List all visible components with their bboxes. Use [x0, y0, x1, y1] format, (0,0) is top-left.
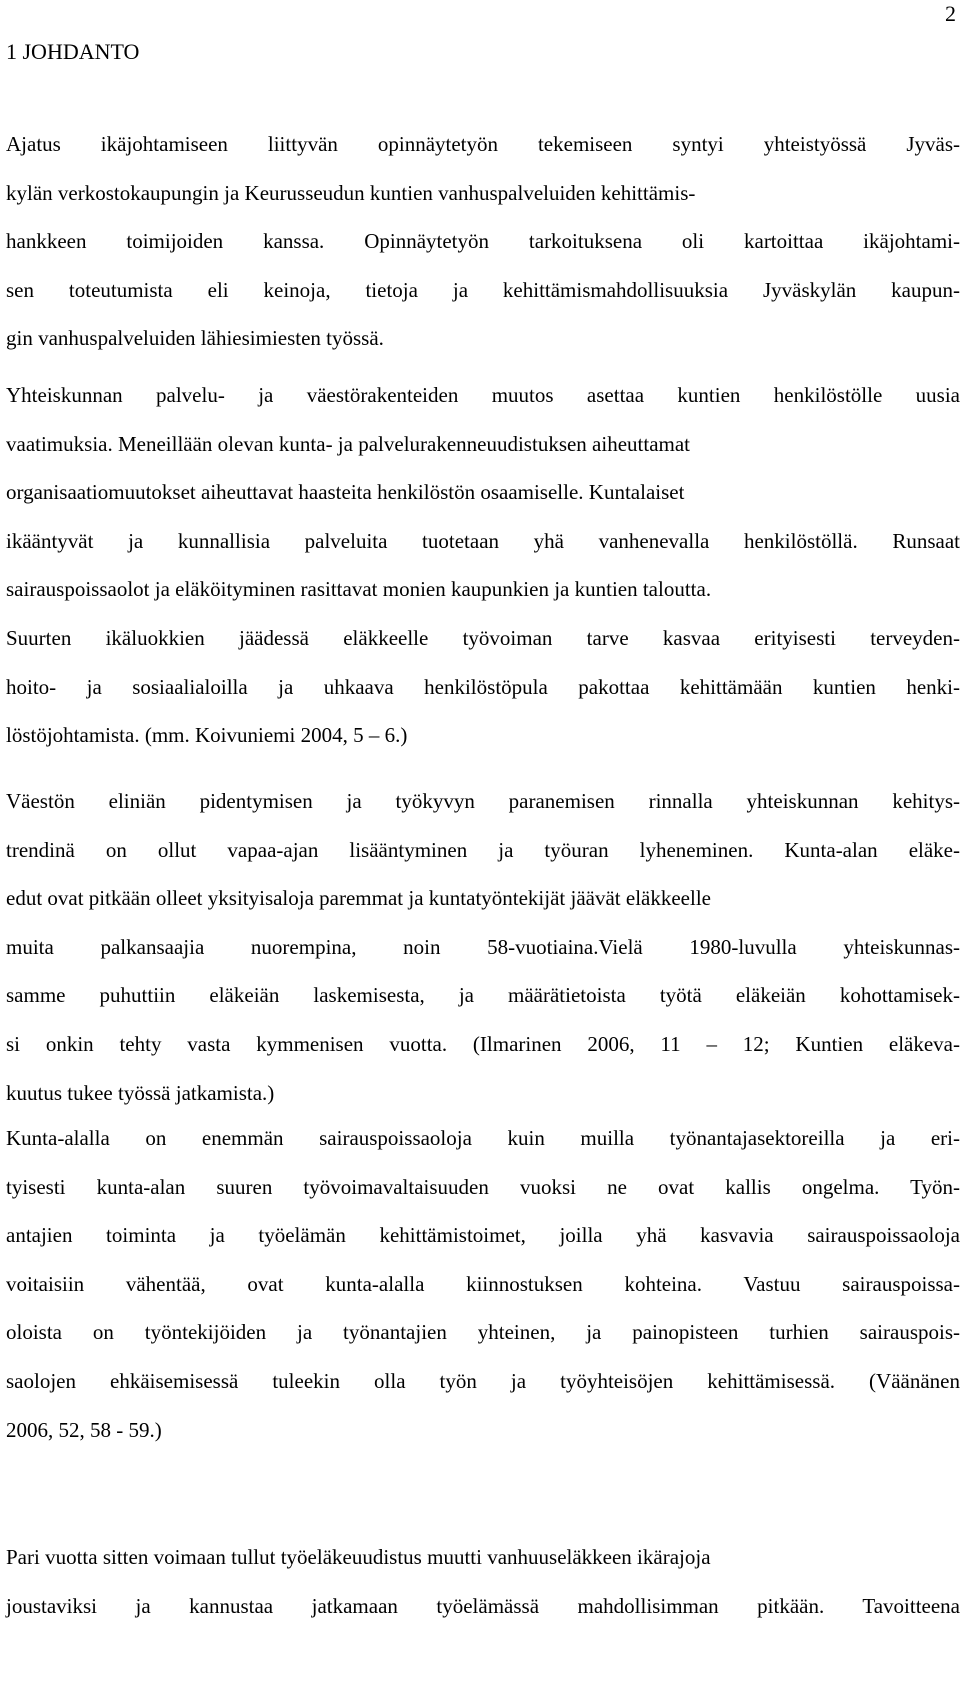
- text-line: saolojen ehkäisemisessä tuleekin olla työn ja työyhteisöjen kehittämisessä. (Väänänen: [6, 1369, 960, 1393]
- text-line: vaatimuksia. Meneillään olevan kunta- ja palvelurakenneuudistuksen aiheuttamat: [6, 432, 691, 456]
- text-line: Ajatus ikäjohtamiseen liittyvän opinnäytetyön tekemiseen syntyi yhteistyössä Jyväs-: [6, 132, 960, 156]
- text-line: Yhteiskunnan palvelu- ja väestörakenteiden muutos asettaa kuntien henkilöstölle uusia: [6, 383, 960, 407]
- text-line: si onkin tehty vasta kymmenisen vuotta. (Ilmarinen 2006, 11 – 12; Kuntien eläkeva-: [6, 1032, 960, 1056]
- text-line: organisaatiomuutokset aiheuttavat haasteita henkilöstön osaamiselle. Kuntalaiset: [6, 480, 685, 504]
- text-line: Kunta-alalla on enemmän sairauspoissaoloja kuin muilla työnantajasektoreilla ja eri-: [6, 1126, 960, 1150]
- text-line: tyisesti kunta-alan suuren työvoimavaltaisuuden vuoksi ne ovat kallis ongelma. Työn-: [6, 1175, 960, 1199]
- text-line: trendinä on ollut vapaa-ajan lisääntyminen ja työuran lyheneminen. Kunta-alan eläke-: [6, 838, 960, 862]
- text-line: voitaisiin vähentää, ovat kunta-alalla kiinnostuksen kohteina. Vastuu sairauspoissa-: [6, 1272, 960, 1296]
- text-line: joustaviksi ja kannustaa jatkamaan työelämässä mahdollisimman pitkään. Tavoitteena: [6, 1594, 960, 1618]
- text-line: Pari vuotta sitten voimaan tullut työeläkeuudistus muutti vanhuuseläkkeen ikärajoja: [6, 1545, 711, 1569]
- page-number: 2: [945, 1, 956, 26]
- text-line: hoito- ja sosiaalialoilla ja uhkaava henkilöstöpula pakottaa kehittämään kuntien henki-: [6, 675, 960, 699]
- text-line: 2006, 52, 58 - 59.): [6, 1418, 162, 1442]
- text-line: sen toteutumista eli keinoja, tietoja ja kehittämismahdollisuuksia Jyväskylän kaupun-: [6, 278, 960, 302]
- text-line: antajien toiminta ja työelämän kehittämistoimet, joilla yhä kasvavia sairauspoissaoloja: [6, 1223, 960, 1247]
- text-line: ikääntyvät ja kunnallisia palveluita tuotetaan yhä vanhenevalla henkilöstöllä. Runsaat: [6, 529, 960, 553]
- text-line: Väestön eliniän pidentymisen ja työkyvyn paranemisen rinnalla yhteiskunnan kehitys-: [6, 789, 960, 813]
- section-heading: 1 JOHDANTO: [6, 39, 140, 64]
- text-line: muita palkansaajia nuorempina, noin 58-vuotiaina.Vielä 1980-luvulla yhteiskunnas-: [6, 935, 960, 959]
- text-line: oloista on työntekijöiden ja työnantajien yhteinen, ja painopisteen turhien sairauspois-: [6, 1320, 960, 1344]
- text-line: kylän verkostokaupungin ja Keurusseudun kuntien vanhuspalveluiden kehittämis-: [6, 181, 696, 205]
- text-line: hankkeen toimijoiden kanssa. Opinnäytetyön tarkoituksena oli kartoittaa ikäjohtami-: [6, 229, 960, 253]
- text-line: Suurten ikäluokkien jäädessä eläkkeelle työvoiman tarve kasvaa erityisesti terveyden-: [6, 626, 960, 650]
- text-line: edut ovat pitkään olleet yksityisaloja paremmat ja kuntatyöntekijät jäävät eläkkeelle: [6, 886, 711, 910]
- text-line: sairauspoissaolot ja eläköityminen rasittavat monien kaupunkien ja kuntien taloutta.: [6, 577, 712, 601]
- text-line: gin vanhuspalveluiden lähiesimiesten työssä.: [6, 326, 384, 350]
- text-line: löstöjohtamista. (mm. Koivuniemi 2004, 5 – 6.): [6, 723, 408, 747]
- text-line: samme puhuttiin eläkeiän laskemisesta, ja määrätietoista työtä eläkeiän kohottamisek-: [6, 983, 960, 1007]
- text-line: kuutus tukee työssä jatkamista.): [6, 1081, 275, 1105]
